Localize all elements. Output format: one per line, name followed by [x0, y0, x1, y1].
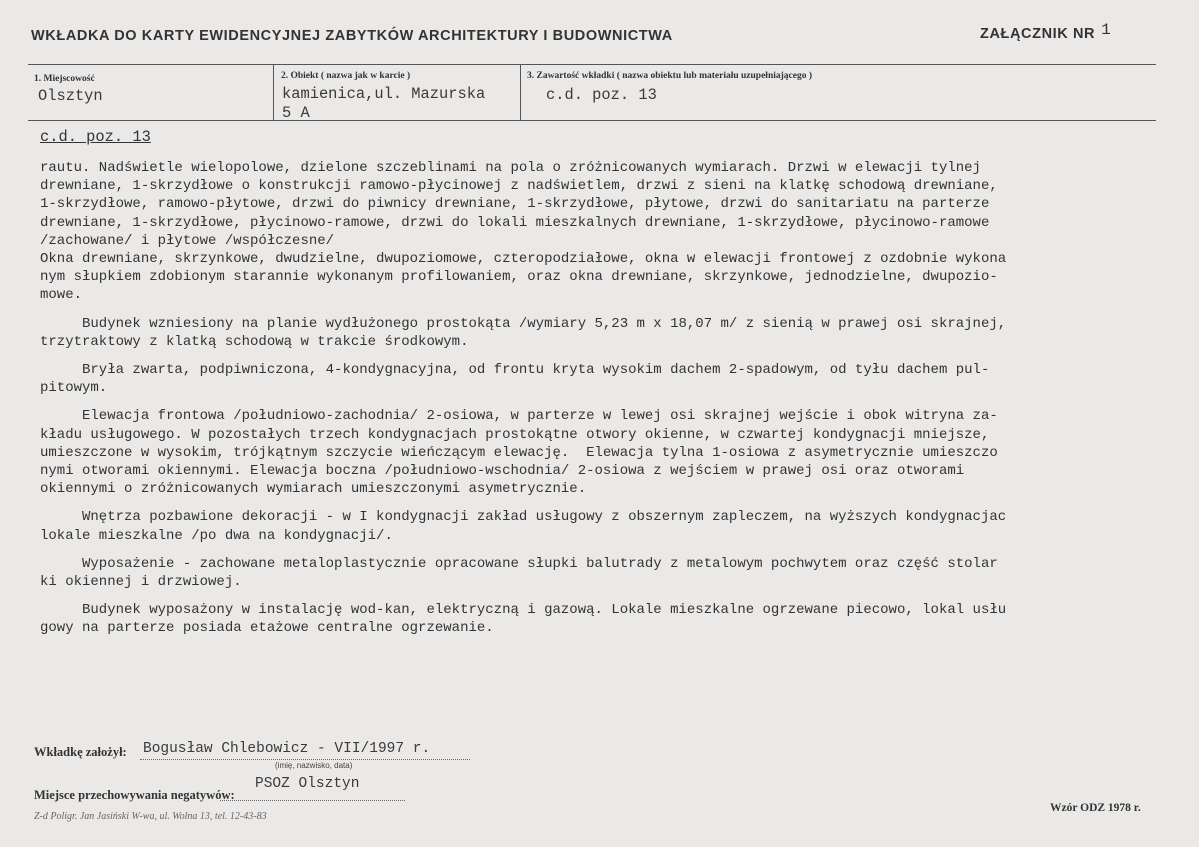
body-line: Budynek wyposażony w instalację wod-kan, elektryczną i gazową. Lokale mieszkalne ogrzewane piecowo, lokal usłu	[40, 602, 1007, 619]
body-line: Elewacja frontowa /południowo-zachodnia/ 2-osiowa, w parterze w lewej osi skrajnej wejście i obok witryna za-	[40, 408, 998, 425]
template-reference: Wzór ODZ 1978 r.	[1050, 802, 1141, 814]
paragraph-gap	[40, 498, 1199, 508]
body-line: mowe.	[40, 287, 83, 304]
body-line: nym słupkiem zdobionym starannie wykonanym profilowaniem, oraz okna drewniane, skrzynkowe, jednodzielne, dwupozio-	[40, 269, 998, 286]
body-line: pitowym.	[40, 380, 108, 397]
body-line: Budynek wzniesiony na planie wydłużonego prostokąta /wymiary 5,23 m x 18,07 m/ z sienią w prawej osi skrajnej,	[40, 315, 1007, 332]
negatives-label: Miejsce przechowywania negatywów:	[34, 788, 235, 802]
body-line: Bryła zwarta, podpiwniczona, 4-kondygnacyjna, od frontu kryta wysokim dachem 2-spadowym, od tyłu dachem pul-	[40, 362, 990, 379]
attachment-label: ZAŁĄCZNIK NR	[980, 26, 1096, 42]
negatives-value: PSOZ Olsztyn	[255, 776, 360, 792]
body-line: nymi otworami okiennymi. Elewacja boczna /południowo-wschodnia/ 2-osiowa z wejściem w prawej osi oraz otworami	[40, 463, 965, 480]
body-line: trzytraktowy z klatką schodową w trakcie środkowym.	[40, 333, 469, 350]
body-line: 1-skrzydłowe, ramowo-płytowe, drzwi do piwnicy drewniane, 1-skrzydłowe, płytowe, drzwi do sanitariatu na parterze	[40, 196, 990, 213]
attachment-value: 1	[1101, 21, 1112, 39]
body-line: /zachowane/ i płytowe /współczesne/	[40, 232, 335, 249]
paragraph-gap	[40, 351, 1199, 361]
body-line: umieszczone w wysokim, trójkątnym szczycie wieńczącym elewację. Elewacja tylna 1-osiowa z asymetrycznie umieszczo	[40, 444, 998, 461]
body-line: Wnętrza pozbawione dekoracji - w I kondygnacji zakład usługowy z obszernym zapleczem, na wyższych kondygnacjac	[40, 509, 1007, 526]
paragraph-gap	[40, 397, 1199, 407]
field-3-value: c.d. poz. 13	[546, 86, 657, 104]
field-divider-2	[520, 64, 521, 121]
field-2-value-line1: kamienica,ul. Mazurska	[282, 85, 486, 103]
attachment-number	[980, 21, 1112, 43]
body-line: gowy na parterze posiada etażowe centralne ogrzewanie.	[40, 620, 494, 637]
field-2-label: 2. Obiekt ( nazwa jak w karcie )	[281, 71, 411, 81]
body-line: lokale mieszkalne /po dwa na kondygnacji/.	[40, 527, 393, 544]
field-1-value: Olsztyn	[38, 87, 103, 105]
body-line: drewniane, 1-skrzydłowe o konstrukcji ramowo-płycinowej z nadświetlem, drzwi z sieni na klatkę schodową drewniane,	[40, 178, 998, 195]
description-body	[40, 159, 1199, 638]
field-row-top-rule	[28, 64, 1156, 65]
body-line: Wyposażenie - zachowane metaloplastycznie opracowane słupki balutrady z metalowym pochwytem oraz część stolar	[40, 555, 998, 572]
negatives-dotted-line	[220, 800, 405, 801]
continuation-heading: c.d. poz. 13	[40, 128, 151, 146]
paragraph-gap	[40, 305, 1199, 315]
founded-hint: (imię, nazwisko, data)	[275, 761, 353, 770]
field-divider-1	[273, 64, 274, 121]
field-1-label: 1. Miejscowość	[34, 74, 95, 84]
body-line: Okna drewniane, skrzynkowe, dwudzielne, dwupoziomowe, czteropodziałowe, okna w elewacji frontowej z ozdobnie wykona	[40, 251, 1007, 268]
body-line: ki okiennej i drzwiowej.	[40, 574, 242, 591]
printer-imprint: Z-d Poligr. Jan Jasiński W-wa, ul. Wolna 13, tel. 12-43-83	[34, 811, 267, 822]
form-title: WKŁADKA DO KARTY EWIDENCYJNEJ ZABYTKÓW ARCHITEKTURY I BUDOWNICTWA	[31, 28, 673, 44]
body-line: okiennymi o zróżnicowanych wymiarach umieszczonymi asymetrycznie.	[40, 481, 587, 498]
founded-label: Wkładkę założył:	[34, 745, 127, 759]
body-line: drewniane, 1-skrzydłowe, płycinowo-ramowe, drzwi do lokali mieszkalnych drewniane, 1-skrzydłowe, płycinowo-ramowe	[40, 214, 990, 231]
paragraph-gap	[40, 545, 1199, 555]
body-line: kładu usługowego. W pozostałych trzech kondygnacjach prostokątne otwory okienne, w czwartej kondygnacji mniejsze,	[40, 426, 990, 443]
field-row-bottom-rule	[28, 120, 1156, 121]
paragraph-gap	[40, 591, 1199, 601]
field-2-value-line2: 5 A	[282, 104, 310, 122]
field-3-label: 3. Zawartość wkładki ( nazwa obiektu lub materiału uzupełniającego )	[527, 71, 813, 81]
founded-value: Bogusław Chlebowicz - VII/1997 r.	[143, 741, 431, 757]
body-line: rautu. Nadświetle wielopolowe, dzielone szczeblinami na pola o zróżnicowanych wymiarach. Drzwi w elewacji tylnej	[40, 160, 981, 176]
founded-dotted-line	[140, 759, 470, 760]
